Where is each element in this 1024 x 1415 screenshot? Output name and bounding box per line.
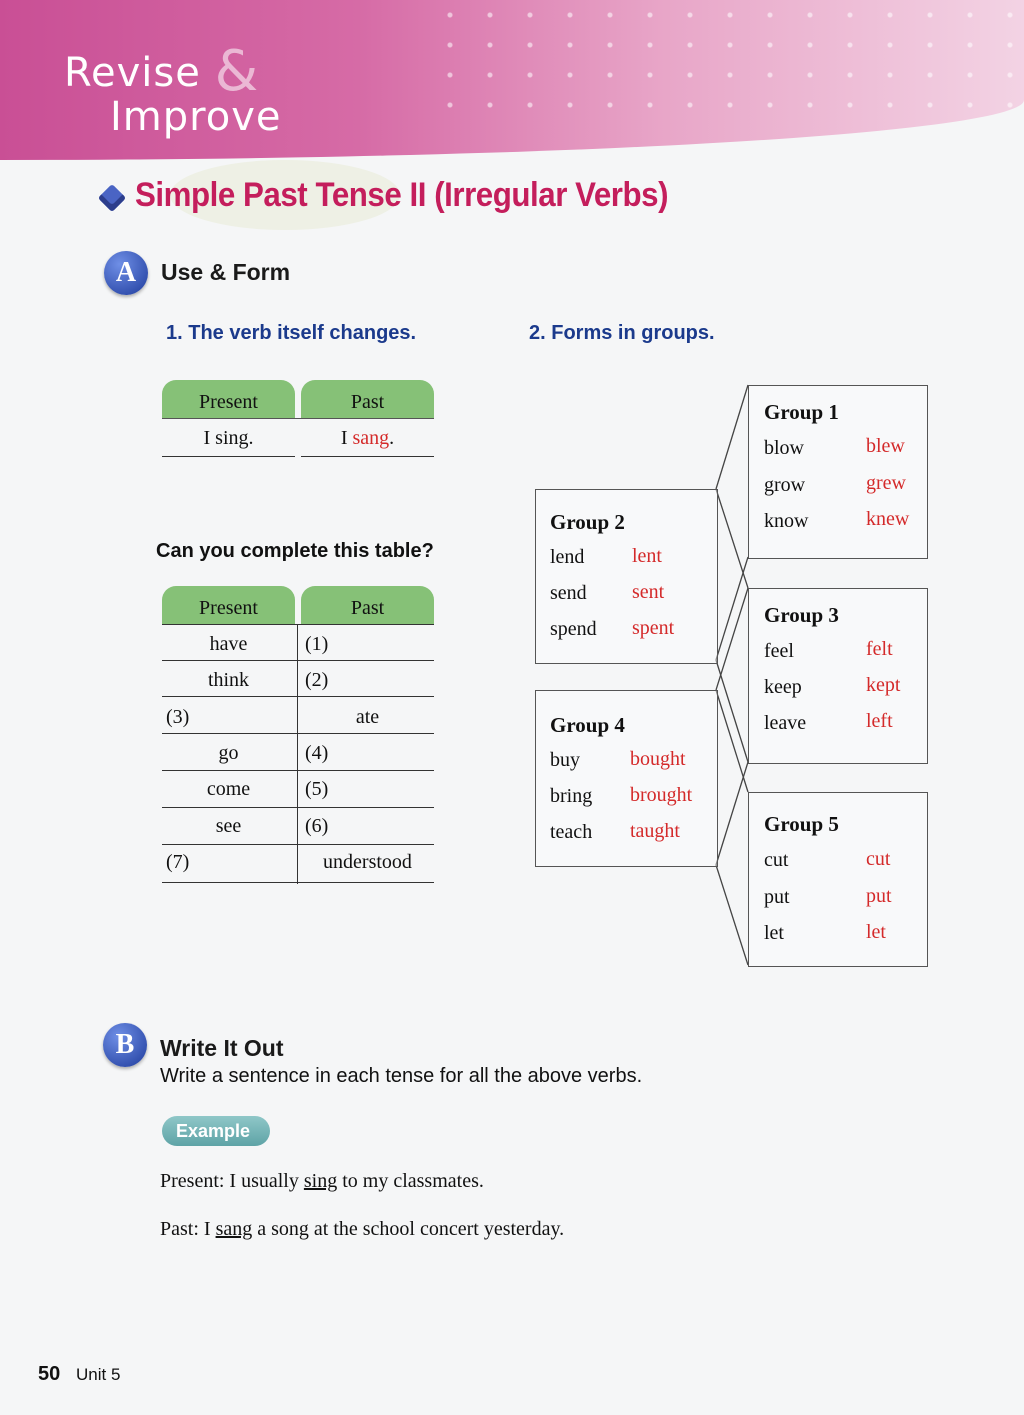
point-forms-in-groups: 2. Forms in groups. bbox=[529, 322, 715, 344]
table2-past-cell: (2) bbox=[305, 669, 329, 691]
group-2-past-word: lent bbox=[632, 545, 662, 567]
section-a-heading: Use & Form bbox=[161, 259, 291, 285]
group-2-past-word: spent bbox=[632, 617, 675, 639]
group-4-box bbox=[535, 690, 718, 867]
table1-header-past: Past bbox=[301, 380, 434, 418]
group-3-past-word: felt bbox=[866, 638, 893, 660]
group-4-past-word: taught bbox=[630, 820, 680, 842]
example-present-verb: sing bbox=[303, 1170, 338, 1192]
group-5-past-word: put bbox=[866, 885, 892, 907]
table1-past-suffix: . bbox=[389, 427, 395, 449]
example-present-prefix: Present: I usually bbox=[160, 1170, 304, 1192]
group-2-box bbox=[535, 489, 718, 664]
group-1-past-word: knew bbox=[866, 508, 910, 530]
group-5-title: Group 5 bbox=[764, 812, 839, 836]
table2-past-cell: (6) bbox=[305, 815, 329, 837]
group-4-present-word: buy bbox=[550, 749, 580, 771]
section-b-instruction: Write a sentence in each tense for all the above verbs. bbox=[160, 1065, 643, 1087]
group-5-past-word: let bbox=[866, 921, 886, 943]
table2-past-cell: (1) bbox=[305, 633, 329, 655]
group-3-present-word: leave bbox=[764, 712, 807, 734]
group-3-title: Group 3 bbox=[764, 603, 839, 627]
example-present-suffix: to my classmates. bbox=[337, 1170, 484, 1192]
page-number: 50 bbox=[38, 1363, 61, 1385]
group-4-present-word: bring bbox=[550, 785, 593, 807]
example-past-prefix: Past: I bbox=[160, 1218, 216, 1240]
group-2-title: Group 2 bbox=[550, 510, 625, 534]
table-question: Can you complete this table? bbox=[156, 540, 434, 562]
group-3-present-word: keep bbox=[764, 676, 802, 698]
group-3-present-word: feel bbox=[764, 640, 794, 662]
group-2-present-word: spend bbox=[550, 618, 597, 640]
table1-present-cell: I sing. bbox=[203, 427, 254, 449]
group-5-box bbox=[748, 792, 928, 967]
table2-present-cell: have bbox=[209, 633, 248, 655]
group-1-present-word: blow bbox=[764, 437, 804, 459]
group-5-present-word: cut bbox=[764, 849, 789, 871]
banner-word-revise: Revise bbox=[64, 50, 201, 96]
table2-present-cell: think bbox=[207, 669, 250, 691]
section-a-badge: A bbox=[104, 251, 148, 295]
section-b-heading: Write It Out bbox=[160, 1035, 284, 1061]
table2-header-past: Past bbox=[301, 586, 434, 624]
table2-present-cell: come bbox=[206, 778, 251, 800]
example-past-suffix: a song at the school concert yesterday. bbox=[252, 1218, 565, 1240]
banner-word-improve: Improve bbox=[110, 94, 282, 140]
group-4-past-word: bought bbox=[630, 748, 686, 770]
group-1-box bbox=[748, 385, 928, 559]
table2-header-present: Present bbox=[162, 586, 295, 624]
table1-past-prefix: I bbox=[340, 427, 353, 449]
group-5-present-word: let bbox=[764, 922, 784, 944]
table2-past-cell: understood bbox=[323, 851, 412, 873]
group-2-past-word: sent bbox=[632, 581, 665, 603]
group-4-past-word: brought bbox=[630, 784, 693, 806]
table2-past-cell: (4) bbox=[305, 742, 329, 764]
group-1-present-word: know bbox=[764, 510, 809, 532]
table2-past-cell: ate bbox=[355, 706, 380, 728]
table2-present-cell: go bbox=[218, 742, 239, 764]
group-3-box bbox=[748, 588, 928, 764]
table2-present-cell: (3) bbox=[166, 706, 190, 728]
group-1-present-word: grow bbox=[764, 474, 806, 496]
example-label: Example bbox=[162, 1116, 270, 1146]
table1-header-present: Present bbox=[162, 380, 295, 418]
point-verb-changes: 1. The verb itself changes. bbox=[166, 322, 417, 344]
group-5-past-word: cut bbox=[866, 848, 891, 870]
example-past-sentence bbox=[160, 1218, 564, 1241]
group-3-past-word: left bbox=[866, 710, 893, 732]
section-b-badge: B bbox=[103, 1023, 147, 1067]
group-3-past-word: kept bbox=[866, 674, 901, 696]
group-2-present-word: send bbox=[550, 582, 587, 604]
table2-present-cell: (7) bbox=[166, 851, 190, 873]
example-past-verb: sang bbox=[215, 1218, 253, 1240]
group-5-present-word: put bbox=[764, 886, 790, 908]
group-1-title: Group 1 bbox=[764, 400, 839, 424]
page-title: Simple Past Tense II (Irregular Verbs) bbox=[135, 176, 669, 214]
table2-past-cell: (5) bbox=[305, 778, 329, 800]
example-present-sentence bbox=[160, 1170, 484, 1193]
group-4-title: Group 4 bbox=[550, 713, 625, 737]
table2-present-cell: see bbox=[215, 815, 242, 837]
unit-label: Unit 5 bbox=[76, 1365, 121, 1384]
table1-past-verb: sang bbox=[352, 427, 390, 449]
banner-ampersand: & bbox=[214, 39, 260, 104]
group-2-present-word: lend bbox=[550, 546, 585, 568]
group-1-past-word: grew bbox=[866, 472, 906, 494]
group-4-present-word: teach bbox=[550, 821, 593, 843]
group-1-past-word: blew bbox=[866, 435, 905, 457]
